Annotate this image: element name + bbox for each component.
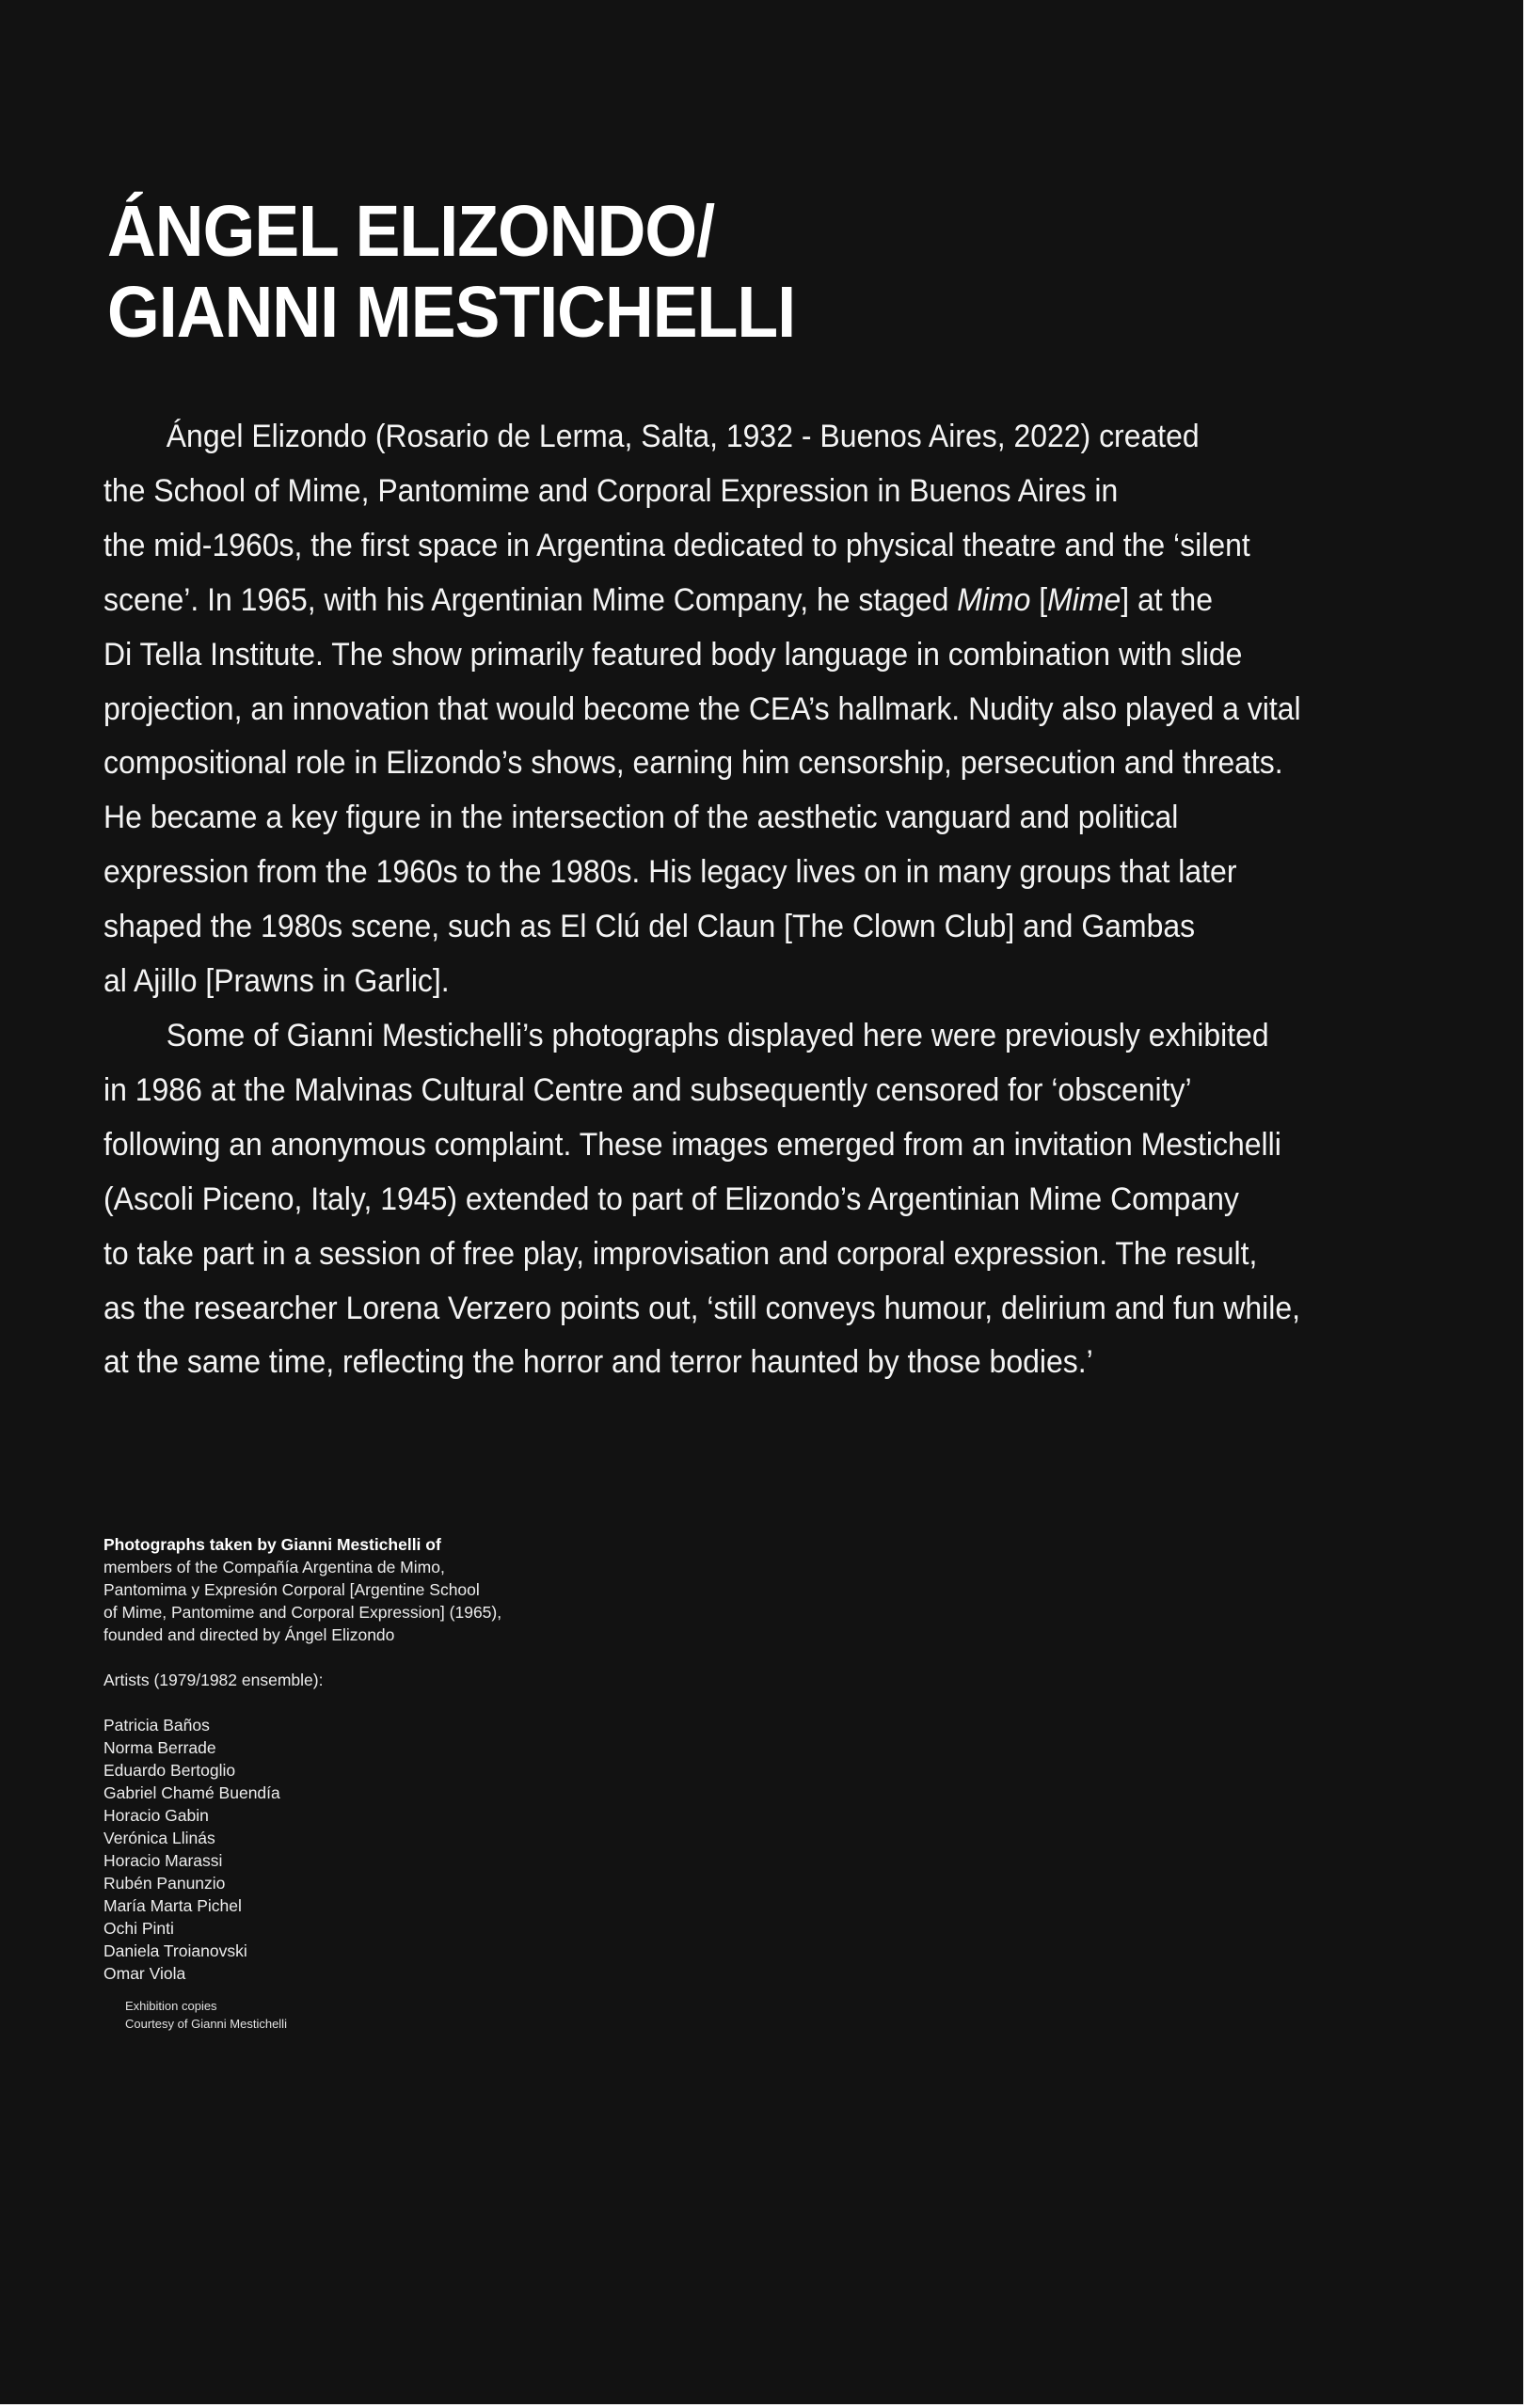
body-line: Ángel Elizondo (Rosario de Lerma, Salta, 1932 - Buenos Aires, 2022) created (166, 419, 1200, 454)
body-line: He became a key figure in the intersection of the aesthetic vanguard and political (103, 800, 1179, 836)
work-title-translation-italic: Mime (1047, 581, 1121, 618)
body-line: projection, an innovation that would become the CEA’s hallmark. Nudity also played a vital (103, 690, 1301, 727)
title-line: GIANNI MESTICHELLI (107, 272, 796, 353)
artist-name: María Marta Pichel (103, 1896, 242, 1915)
body-line: shaped the 1980s scene, such as El Clú del Claun [The Clown Club] and Gambas (103, 909, 1196, 945)
artist-name: Horacio Gabin (103, 1806, 209, 1825)
courtesy-line: Exhibition copies (125, 1999, 217, 2013)
body-line: the mid-1960s, the first space in Argentina dedicated to physical theatre and the ‘silent (103, 527, 1250, 563)
courtesy-note (125, 1997, 287, 2033)
body-line: at the same time, reflecting the horror and terror haunted by those bodies.’ (103, 1344, 1093, 1381)
paragraph-elizondo (103, 410, 1458, 1009)
body-text (103, 410, 1458, 1390)
work-title-italic: Mimo (957, 581, 1031, 618)
credits-description-line: of Mime, Pantomime and Corporal Expression] (1965), (103, 1603, 502, 1622)
body-line: al Ajillo [Prawns in Garlic]. (103, 963, 450, 1000)
body-line: in 1986 at the Malvinas Cultural Centre and subsequently censored for ‘obscenity’ (103, 1071, 1192, 1108)
title-line: ÁNGEL ELIZONDO/ (107, 191, 715, 272)
body-line: (Ascoli Piceno, Italy, 1945) extended to part of Elizondo’s Argentinian Mime Company (103, 1180, 1239, 1217)
body-line: compositional role in Elizondo’s shows, earning him censorship, persecution and threats. (103, 745, 1283, 782)
artist-name: Eduardo Bertoglio (103, 1761, 236, 1780)
artist-name: Daniela Troianovski (103, 1941, 247, 1960)
paragraph-mestichelli (103, 1009, 1458, 1390)
artists-label: Artists (1979/1982 ensemble): (103, 1671, 324, 1689)
artist-name: Verónica Llinás (103, 1829, 215, 1847)
artist-name: Gabriel Chamé Buendía (103, 1783, 280, 1802)
body-line: Di Tella Institute. The show primarily featured body language in combination with slide (103, 636, 1243, 673)
artists-list (103, 1714, 501, 1985)
body-line (103, 574, 1377, 628)
body-line-text: scene’. In 1965, with his Argentinian Mime Company, he staged (103, 581, 958, 618)
credits-description-line: Pantomima y Expresión Corporal [Argentine School (103, 1580, 480, 1599)
artist-name: Omar Viola (103, 1964, 186, 1983)
body-line: Some of Gianni Mestichelli’s photographs displayed here were previously exhibited (166, 1017, 1269, 1054)
body-line-text: [ (1030, 581, 1048, 618)
artist-name: Horacio Marassi (103, 1851, 223, 1870)
body-line: the School of Mime, Pantomime and Corporal Expression in Buenos Aires in (103, 472, 1119, 509)
body-line: following an anonymous complaint. These images emerged from an invitation Mestichelli (103, 1126, 1281, 1163)
body-line: to take part in a session of free play, improvisation and corporal expression. The result, (103, 1235, 1258, 1272)
artist-name: Ochi Pinti (103, 1919, 174, 1938)
spacer (103, 1691, 501, 1714)
body-line: expression from the 1960s to the 1980s. His legacy lives on in many groups that later (103, 854, 1237, 891)
page-title (107, 191, 795, 353)
body-line-text: ] at the (1121, 581, 1213, 618)
photo-credits (103, 1533, 501, 1985)
artist-name: Rubén Panunzio (103, 1874, 226, 1893)
credits-heading: Photographs taken by Gianni Mestichelli of (103, 1535, 441, 1554)
artist-name: Patricia Baños (103, 1716, 210, 1735)
credits-description-line: members of the Compañía Argentina de Mimo, (103, 1558, 445, 1576)
body-line: as the researcher Lorena Verzero points out, ‘still conveys humour, delirium and fun while, (103, 1290, 1300, 1326)
spacer (103, 1646, 501, 1669)
artist-name: Norma Berrade (103, 1738, 216, 1757)
credits-description-line: founded and directed by Ángel Elizondo (103, 1625, 395, 1644)
courtesy-line: Courtesy of Gianni Mestichelli (125, 2017, 287, 2031)
